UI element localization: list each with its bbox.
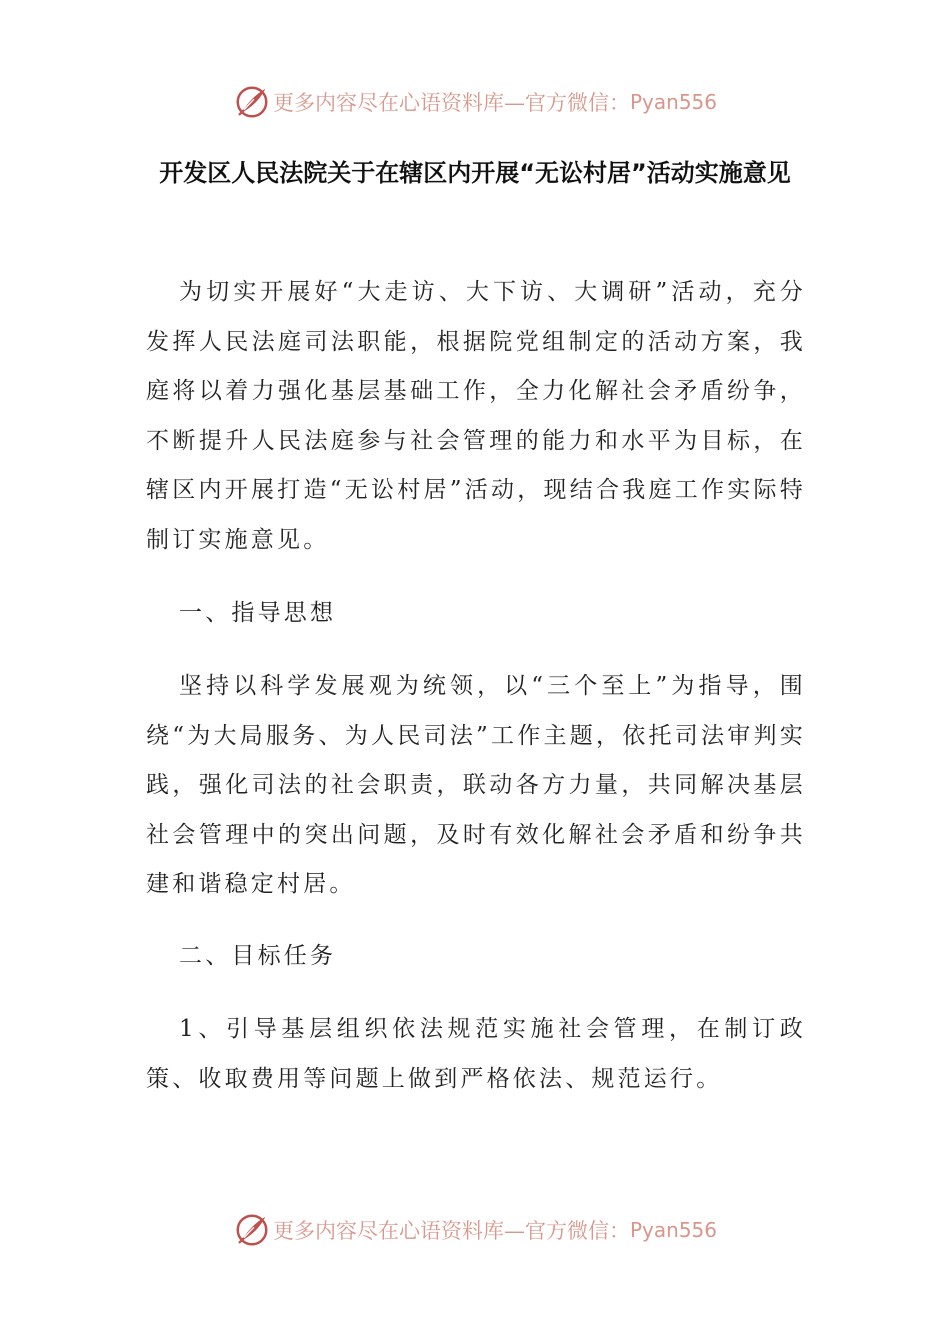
feather-pen-logo-icon (233, 1211, 271, 1249)
section-heading-guiding-ideology: 一、指导思想 (179, 600, 337, 626)
banner-slogan: 更多内容尽在心语资料库—官方微信： (272, 91, 630, 115)
intro-paragraph: 为切实开展好“大走访、大下访、大调研”活动，充分发挥人民法庭司法职能，根据院党组制定的活动方案，我庭将以着力强化基层基础工作，全力化解社会矛盾纷争，不断提升人民法庭参与社会管理的能力和水平为目标，在辖区内开展打造“无讼村居”活动，现结合我庭工作实际特制订实施意见。 (146, 279, 806, 553)
goals-item-1: 1、引导基层组织依法规范实施社会管理，在制订政策、收取费用等问题上做到严格依法、规范运行。 (146, 1016, 806, 1092)
banner-wechat-id: Pyan556 (629, 90, 717, 114)
feather-pen-logo-icon (233, 83, 271, 121)
section-body-guiding-ideology: 坚持以科学发展观为统领，以“三个至上”为指导，围绕“为大局服务、为人民司法”工作主题，依托司法审判实践，强化司法的社会职责，联动各方力量，共同解决基层社会管理中的突出问题，及时有效化解社会矛盾和纷争共建和谐稳定村居。 (146, 673, 806, 897)
section-heading-goals-tasks: 二、目标任务 (179, 943, 337, 969)
footer-banner (0, 1205, 950, 1255)
header-banner (0, 77, 950, 127)
banner-wechat-id: Pyan556 (629, 1218, 717, 1242)
document-title: 开发区人民法院关于在辖区内开展“无讼村居”活动实施意见 (159, 159, 791, 187)
banner-slogan: 更多内容尽在心语资料库—官方微信： (272, 1219, 630, 1243)
